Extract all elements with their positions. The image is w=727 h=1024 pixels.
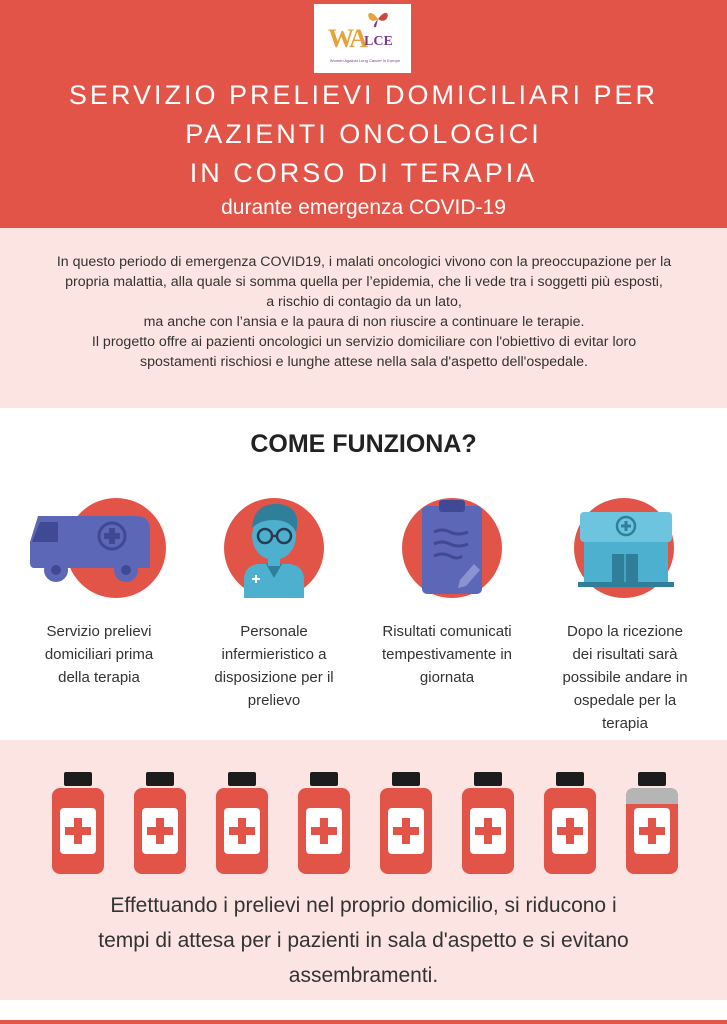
caption-line: infermieristico a (221, 646, 327, 663)
blood-bottle-icon (380, 772, 432, 874)
caption-line: dei risultati sarà (572, 646, 678, 663)
intro-text (24, 252, 704, 372)
page-title-line-3: IN CORSO DI TERAPIA (189, 158, 538, 188)
page-title-line-2: PAZIENTI ONCOLOGICI (185, 119, 542, 149)
closing-line: Effettuando i prelievi nel proprio domicilio, si riducono i (110, 894, 617, 917)
closing-text (40, 888, 687, 993)
intro-line: Il progetto offre ai pazienti oncologici un servizio domiciliare con l'obiettivo di evitar loro (91, 334, 637, 350)
step-caption-1 (24, 620, 174, 689)
step-caption-4 (550, 620, 700, 735)
intro-line: ma anche con l’ansia e la paura di non riuscire a continuare le terapie. (143, 314, 585, 330)
ambulance-icon (66, 498, 166, 598)
blood-bottle-icon (134, 772, 186, 874)
blood-bottle-icon (462, 772, 514, 874)
closing-line: assembramenti. (288, 964, 439, 987)
caption-line: tempestivamente in (381, 646, 513, 663)
logo-tagline: Women Against Lung Cancer in Europe (329, 58, 401, 63)
step-caption-2 (199, 620, 349, 712)
intro-line: spostamenti rischiosi e lunghe attese nella sala d'aspetto dell'ospedale. (140, 354, 588, 370)
logo-mark: WA (328, 24, 366, 53)
butterfly-icon (366, 10, 390, 28)
blood-bottle-icon (52, 772, 104, 874)
intro-line: In questo periodo di emergenza COVID19, i malati oncologici vivono con la preoccupazione per la (56, 254, 672, 270)
footer-line (0, 1020, 727, 1024)
caption-line: disposizione per il (214, 669, 334, 686)
caption-line: domiciliari prima (44, 646, 154, 663)
caption-line: Personale (240, 623, 308, 640)
closing-line: tempi di attesa per i pazienti in sala d'aspetto e si evitano (98, 929, 629, 952)
logo-suffix: LCE (364, 34, 393, 49)
page-title-line-1: SERVIZIO PRELIEVI DOMICILIARI PER (68, 80, 659, 110)
caption-line: Risultati comunicati (382, 623, 512, 640)
blood-bottle-icon (216, 772, 268, 874)
caption-line: Servizio prelievi (46, 623, 152, 640)
caption-line: terapia (602, 715, 648, 732)
blood-bottles-row (0, 770, 727, 880)
caption-line: Dopo la ricezione (567, 623, 683, 640)
section-heading: COME FUNZIONA? (250, 430, 477, 458)
nurse-icon (224, 498, 324, 598)
blood-bottle-icon (544, 772, 596, 874)
intro-line: propria malattia, alla quale si somma quella per l’epidemia, che li vede tra i soggetti più esposti, (65, 274, 663, 290)
caption-line: prelievo (247, 692, 301, 709)
caption-line: giornata (419, 669, 475, 686)
walce-logo (314, 4, 411, 73)
intro-line: a rischio di contagio da un lato, (266, 294, 462, 310)
blood-bottle-icon (626, 772, 678, 874)
caption-line: possibile andare in (562, 669, 688, 686)
caption-line: ospedale per la (573, 692, 677, 709)
hospital-icon (574, 498, 674, 598)
page-subtitle: durante emergenza COVID-19 (221, 196, 506, 219)
clipboard-icon (402, 498, 502, 598)
caption-line: della terapia (58, 669, 140, 686)
step-caption-3 (372, 620, 522, 689)
blood-bottle-icon (298, 772, 350, 874)
